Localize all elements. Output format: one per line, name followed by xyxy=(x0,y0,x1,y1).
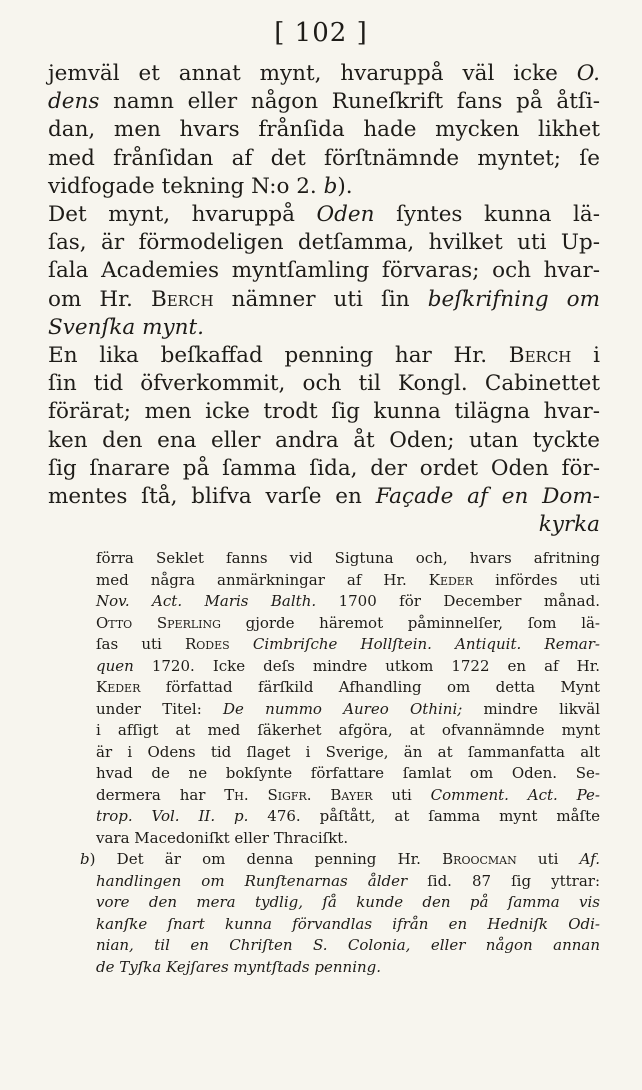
main-line xyxy=(48,427,600,455)
note-line xyxy=(96,591,600,612)
text-run: i xyxy=(571,343,600,368)
note-line xyxy=(80,849,600,870)
note-line xyxy=(96,828,600,849)
main-line xyxy=(48,455,600,483)
text-run: i afſigt at med ſäkerhet afgöra, at ofvannämnde mynt xyxy=(96,721,600,739)
text-run: mindre likväl xyxy=(462,699,600,718)
text-run: med några anmärkningar af Hr. xyxy=(96,570,429,589)
note-line xyxy=(96,720,600,741)
text-run: dens xyxy=(48,89,100,115)
note-line xyxy=(96,634,600,655)
main-line xyxy=(48,286,600,314)
main-line xyxy=(48,201,600,229)
text-run: Berch xyxy=(508,343,572,368)
text-run: ). xyxy=(337,173,353,199)
text-run: 1700 för December månad. xyxy=(316,592,600,610)
text-run: uti xyxy=(372,785,431,804)
text-run: med frånſidan af det förſtnämnde myntet; ſe xyxy=(48,145,600,171)
text-run: b xyxy=(323,173,338,199)
text-run: Oden xyxy=(316,202,375,227)
text-run: infördes uti xyxy=(473,570,600,589)
text-run: ſig ſnarare på ſamma ſida, der ordet Oden för- xyxy=(48,455,600,481)
main-line xyxy=(48,60,600,88)
main-line xyxy=(48,145,600,173)
text-run: Svenſka mynt. xyxy=(48,314,204,340)
text-run: b xyxy=(80,850,90,868)
text-run: mentes ſtå, blifva varſe en xyxy=(48,484,376,509)
main-line xyxy=(48,370,600,398)
text-run: ſala Academies myntſamling förvaras; och hvar- xyxy=(48,258,600,284)
main-line xyxy=(48,483,600,511)
text-run: Keder xyxy=(428,570,474,589)
text-run: ken den ena eller andra åt Oden; utan tyckte xyxy=(48,427,600,453)
text-run: Keder xyxy=(96,678,141,696)
note-line xyxy=(96,656,600,677)
note-line xyxy=(96,785,600,806)
note-line xyxy=(96,677,600,698)
text-run: kanſke ſnart kunna förvandlas ifrån en Hedniſk Odi- xyxy=(96,914,600,933)
text-run: handlingen om Runſtenarnas ålder xyxy=(96,871,408,890)
text-run: Det mynt, hvaruppå xyxy=(48,202,317,227)
text-run: är i Odens tid ſlaget i Sverige, än at ſammanfatta alt xyxy=(96,742,600,761)
text-run: De nummo Aureo Othini; xyxy=(223,699,463,718)
note-line xyxy=(96,742,600,763)
note-line xyxy=(96,613,600,634)
text-run: Rodes xyxy=(184,635,230,653)
text-run: Cimbriſche Hollſtein. Antiquit. Remar- xyxy=(252,635,600,653)
note-line xyxy=(96,763,600,784)
page-number: [ 102 ] xyxy=(274,18,368,48)
main-line xyxy=(48,511,600,539)
text-run: uti xyxy=(516,850,580,868)
note-line xyxy=(96,806,600,827)
text-run: Berch xyxy=(150,286,214,312)
text-run: under Titel: xyxy=(96,699,224,718)
note-line xyxy=(96,570,600,591)
text-run: ſyntes kunna lä- xyxy=(374,202,600,227)
text-run: beſkrifning om xyxy=(427,286,601,312)
text-run: vore den mera tydlig, ſå kunde den på ſamma vis xyxy=(96,893,600,911)
text-run: Comment. Act. Pe- xyxy=(430,785,600,804)
text-run: Af. xyxy=(579,850,600,868)
main-line xyxy=(48,314,600,342)
main-line xyxy=(48,342,600,370)
text-run: de Tyſka Kejſares myntſtads penning. xyxy=(96,957,382,976)
note-line xyxy=(96,871,600,892)
note-line xyxy=(96,957,600,978)
text-run: ſas, är förmodeligen detſamma, hvilket uti Up- xyxy=(48,230,600,256)
text-run: hvad de ne bokſynte författare ſamlat om Oden. Se- xyxy=(96,764,600,782)
main-line xyxy=(48,398,600,426)
text-run: Nov. Act. Maris Balth. xyxy=(96,592,317,610)
text-run: trop. Vol. II. p. xyxy=(96,807,249,825)
text-run: om Hr. xyxy=(48,286,151,312)
text-run: vara Macedoniſkt eller Thraciſkt. xyxy=(96,828,349,847)
text-run: vidfogade tekning N:o 2. xyxy=(48,173,324,199)
text-run: ſid. 87 ſig yttrar: xyxy=(407,871,600,890)
text-run: kyrka xyxy=(538,512,600,538)
text-run: ) Det är om denna penning Hr. xyxy=(89,850,443,868)
text-run: 1720. Icke deſs mindre utkom 1722 en af Hr. xyxy=(133,656,600,675)
main-line xyxy=(48,229,600,257)
note-line xyxy=(96,935,600,956)
text-run: Otto Sperling xyxy=(96,613,221,632)
note-line xyxy=(96,548,600,569)
text-run: Broocman xyxy=(442,850,517,868)
text-run: förra Seklet fanns vid Sigtuna och, hvars afritning xyxy=(96,549,600,567)
note-line xyxy=(96,892,600,913)
text-run: ſin tid öfverkommit, och til Kongl. Cabinettet xyxy=(48,371,600,397)
text-run: jemväl et annat mynt, hvaruppå väl icke xyxy=(48,61,577,86)
main-line xyxy=(48,88,600,116)
text-run: En lika beſkaffad penning har Hr. xyxy=(48,343,509,368)
text-run: ſas uti xyxy=(96,635,185,653)
text-run: dermera har xyxy=(96,785,225,804)
text-run: nian, til en Chriſten S. Colonia, eller någon annan xyxy=(96,936,600,954)
text-run xyxy=(230,635,253,653)
text-run: 476. påſtått, at ſamma mynt måſte xyxy=(248,807,600,825)
text-run: gjorde häremot påminnelſer, ſom lä- xyxy=(220,613,601,632)
text-run: Façade af en Dom- xyxy=(375,484,600,509)
text-run: O. xyxy=(576,61,600,86)
note-line xyxy=(96,914,600,935)
note-line xyxy=(96,699,600,720)
text-run: quen xyxy=(96,656,134,675)
text-run: dan, men hvars frånſida hade mycken likhet xyxy=(48,117,600,143)
main-line xyxy=(48,257,600,285)
text-run: Th. Sigfr. Bayer xyxy=(224,785,373,804)
text-run: författad färſkild Afhandling om detta Mynt xyxy=(140,678,600,696)
text-run: förärat; men icke trodt ſig kunna tilägna hvar- xyxy=(48,399,600,425)
main-line xyxy=(48,116,600,144)
main-line xyxy=(48,173,600,201)
text-run: namn eller någon Runeſkrift fans på åtſi- xyxy=(99,89,600,115)
text-run: nämner uti ſin xyxy=(213,286,428,312)
